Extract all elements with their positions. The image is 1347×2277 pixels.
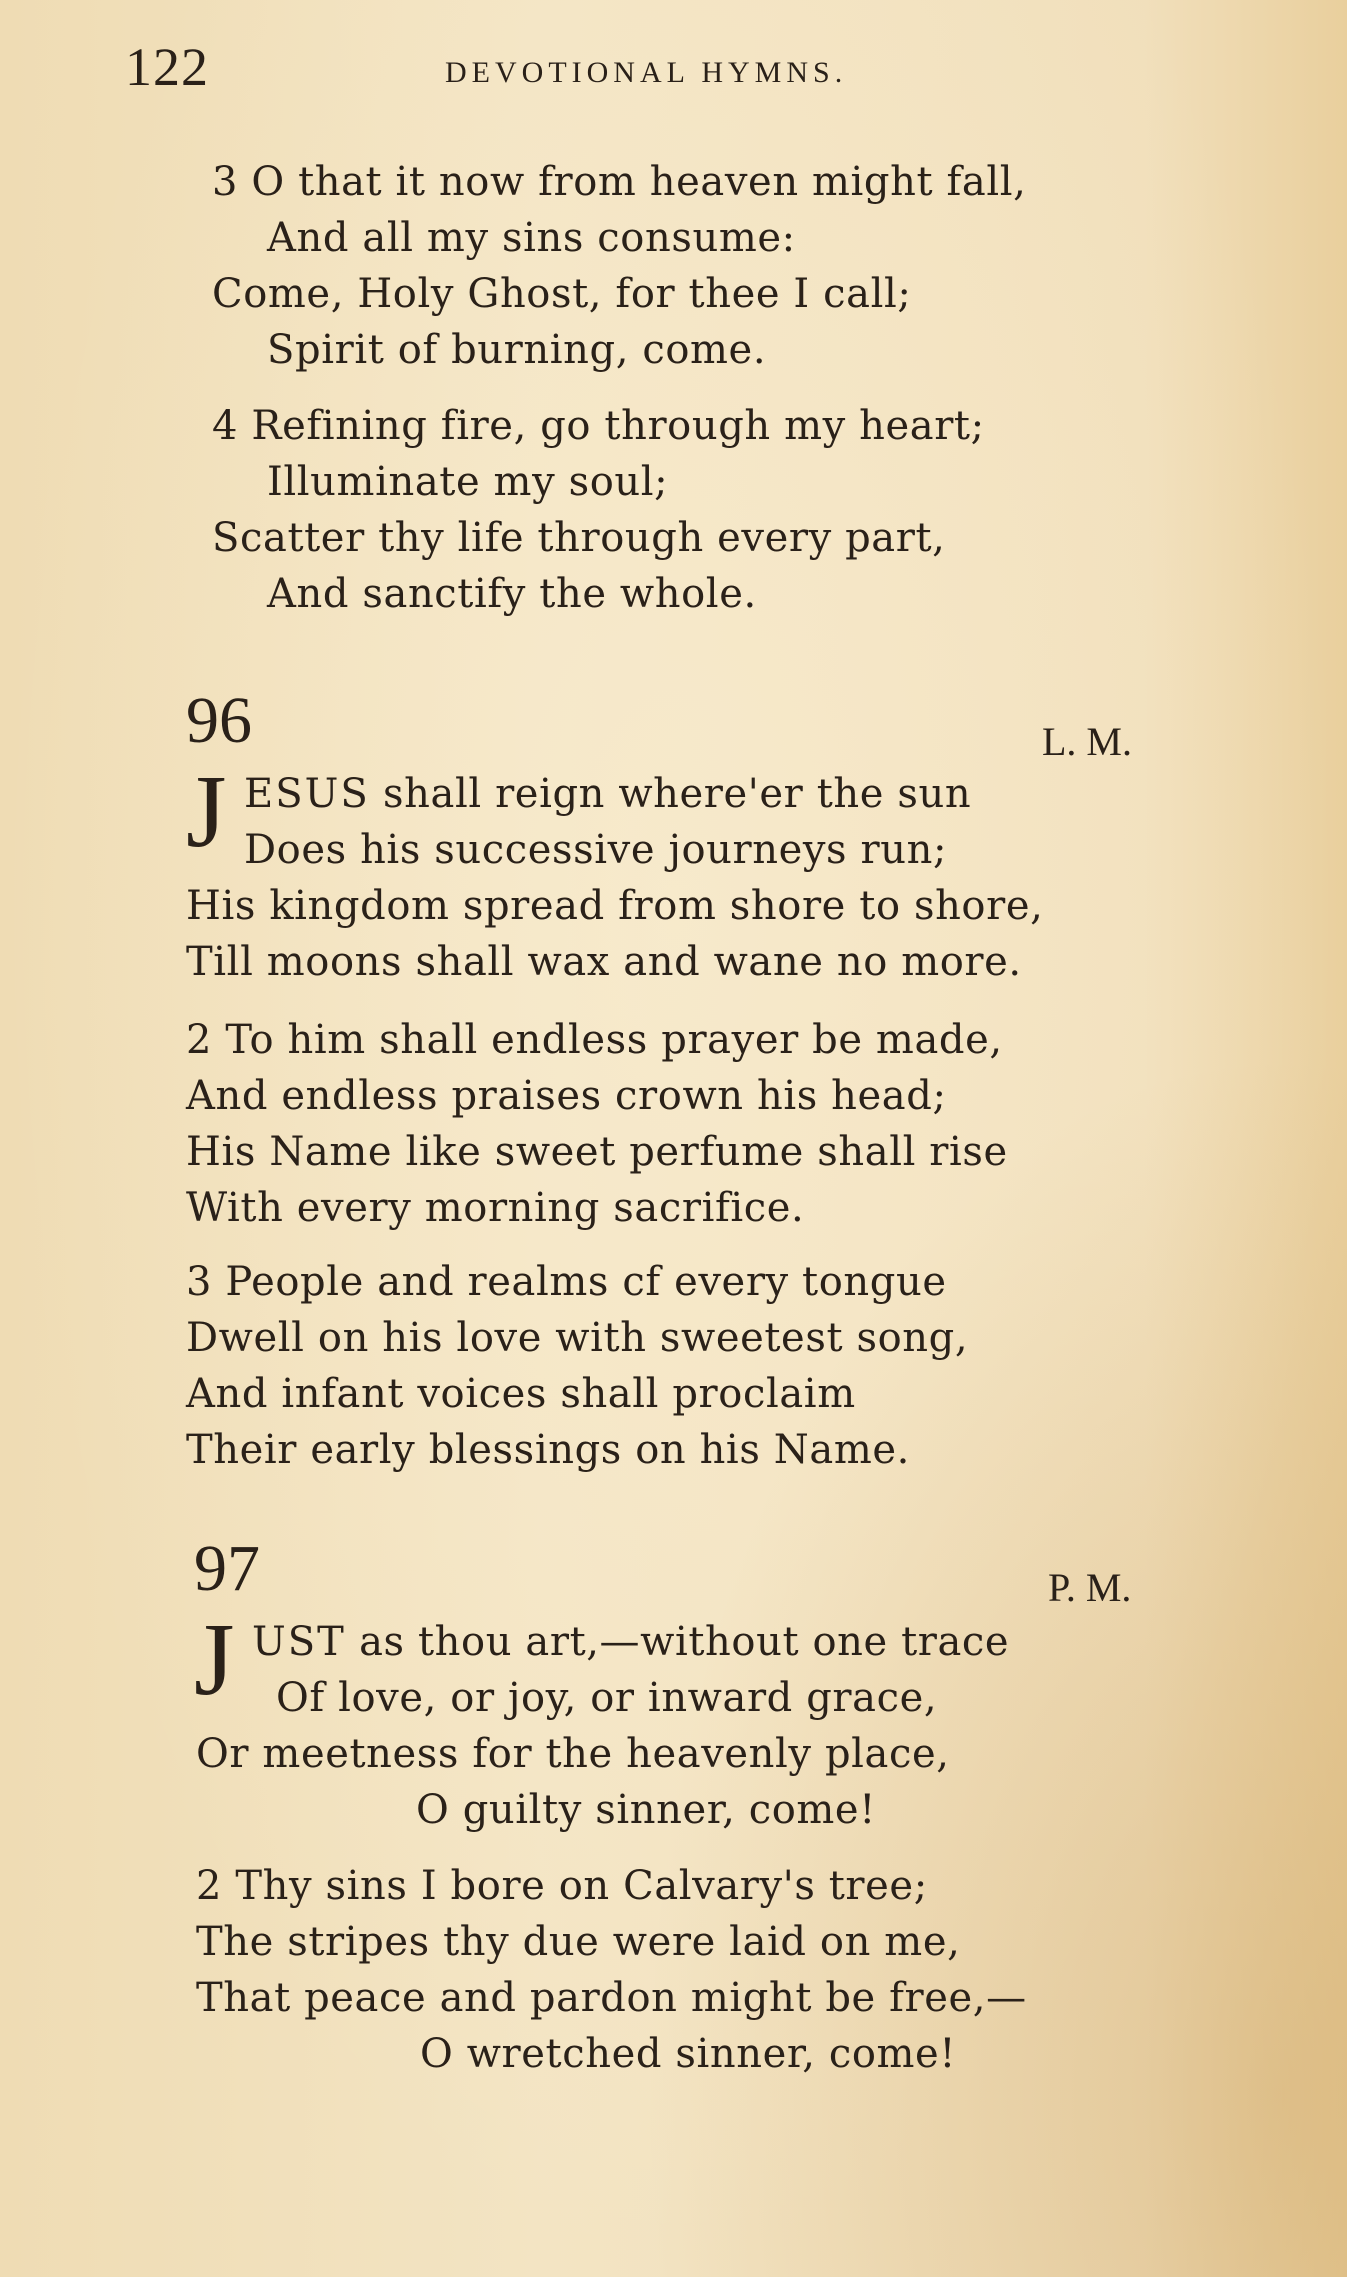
verse-line: O guilty sinner, come! xyxy=(416,1787,876,1833)
verse-line: Does his successive journeys run; xyxy=(244,827,948,873)
verse-line: Dwell on his love with sweetest song, xyxy=(186,1315,969,1361)
hymn-number: 97 xyxy=(194,1532,260,1605)
verse-line: 4 Refining fire, go through my heart; xyxy=(212,403,985,449)
verse-line: Of love, or joy, or inward grace, xyxy=(276,1675,938,1721)
verse-line: O wretched sinner, come! xyxy=(420,2031,957,2077)
drop-cap: J xyxy=(194,1602,235,1717)
verse-line-first xyxy=(252,1618,1009,1666)
hymn-meter: P. M. xyxy=(1048,1565,1132,1610)
first-word: UST xyxy=(252,1619,346,1665)
hymn-meter: L. M. xyxy=(1042,719,1132,764)
verse-line: And endless praises crown his head; xyxy=(186,1073,947,1119)
verse-line: 3 O that it now from heaven might fall, xyxy=(212,159,1027,205)
page-number: 122 xyxy=(125,37,209,97)
verse-line: 2 To him shall endless prayer be made, xyxy=(186,1017,1003,1063)
verse-line: The stripes thy due were laid on me, xyxy=(196,1919,961,1965)
drop-cap: J xyxy=(186,754,227,869)
running-title: DEVOTIONAL HYMNS. xyxy=(445,56,848,89)
verse-line: Spirit of burning, come. xyxy=(267,327,767,373)
page-header xyxy=(125,36,1205,106)
verse-line: Scatter thy life through every part, xyxy=(212,515,946,561)
verse-line: And sanctify the whole. xyxy=(267,571,757,617)
first-line-rest: shall reign where'er the sun xyxy=(369,771,972,817)
verse-line: Come, Holy Ghost, for thee I call; xyxy=(212,271,912,317)
verse-line: That peace and pardon might be free,— xyxy=(196,1975,1027,2021)
verse-line: His Name like sweet perfume shall rise xyxy=(186,1129,1008,1175)
verse-line: Their early blessings on his Name. xyxy=(186,1427,910,1473)
verse-line-first xyxy=(244,770,971,818)
verse-line: Or meetness for the heavenly place, xyxy=(196,1731,950,1777)
verse-line: Illuminate my soul; xyxy=(267,459,669,505)
verse-line: His kingdom spread from shore to shore, xyxy=(186,883,1044,929)
verse-line: Till moons shall wax and wane no more. xyxy=(186,939,1022,985)
verse-line: 2 Thy sins I bore on Calvary's tree; xyxy=(196,1863,928,1909)
verse-line: And all my sins consume: xyxy=(267,215,796,261)
verse-line: With every morning sacrifice. xyxy=(186,1185,805,1231)
first-word: ESUS xyxy=(244,771,370,817)
first-line-rest: as thou art,—without one trace xyxy=(345,1619,1010,1665)
hymn-number: 96 xyxy=(186,684,252,757)
verse-line: 3 People and realms cf every tongue xyxy=(186,1259,947,1305)
verse-line: And infant voices shall proclaim xyxy=(186,1371,856,1417)
